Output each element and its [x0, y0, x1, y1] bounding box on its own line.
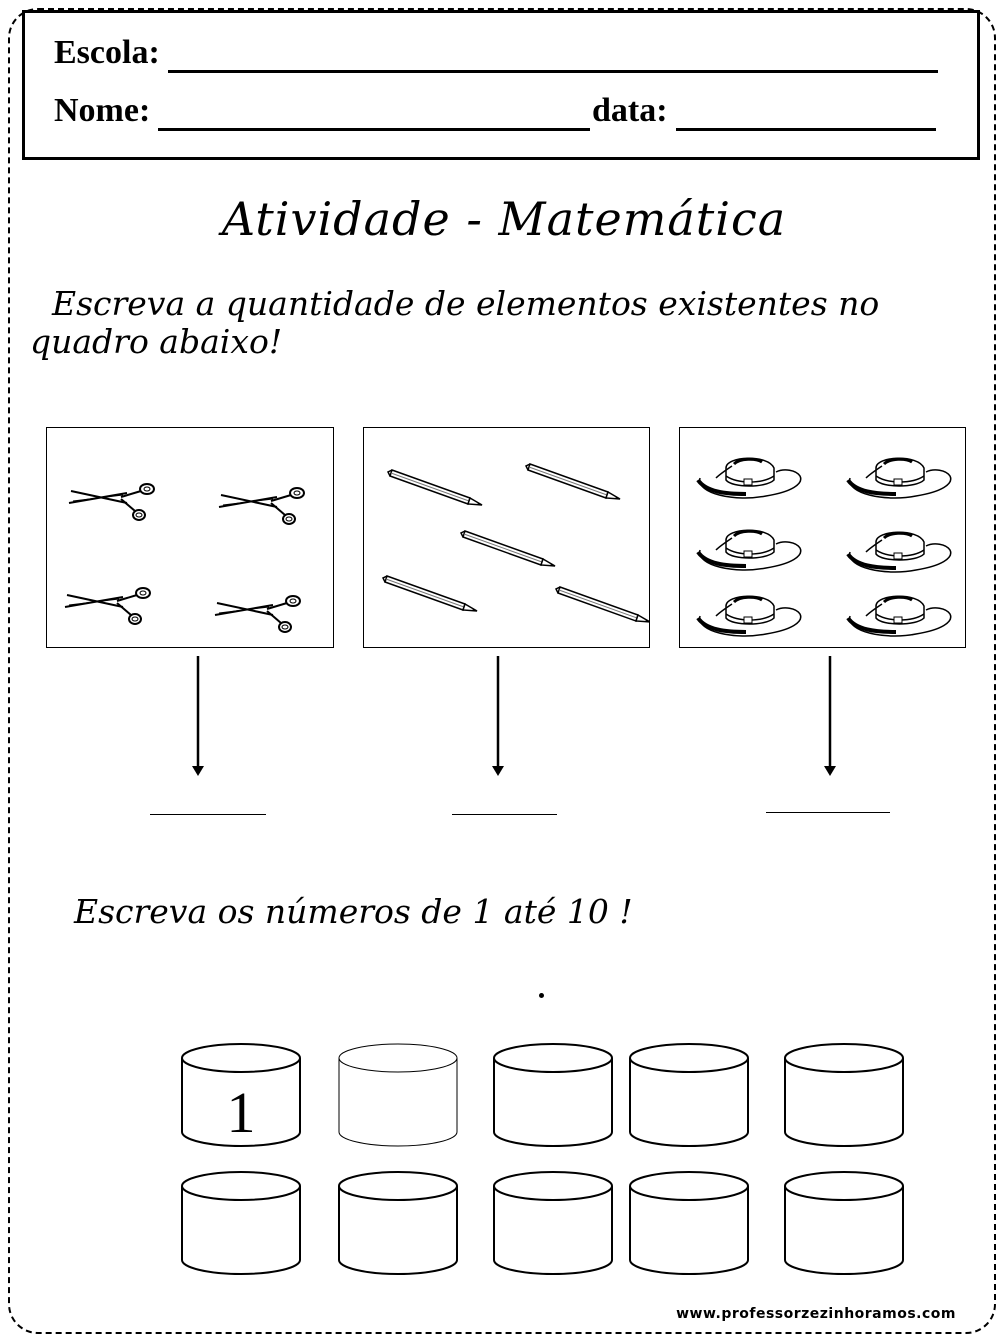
- cylinder-icon: [628, 1042, 750, 1148]
- hats-answer-field[interactable]: [766, 812, 890, 813]
- dot-mark: [539, 993, 544, 998]
- number-cylinder[interactable]: [783, 1170, 905, 1276]
- hats-box: [679, 427, 966, 648]
- scissors-icon: [215, 596, 300, 632]
- header-box: [22, 10, 980, 160]
- number-cylinder[interactable]: [337, 1170, 459, 1276]
- pencils-box: [363, 427, 650, 648]
- pencils-answer-field[interactable]: [452, 814, 557, 815]
- cylinder-icon: [783, 1170, 905, 1276]
- number-cylinder[interactable]: [337, 1042, 459, 1148]
- name-field[interactable]: [158, 128, 590, 131]
- scissors-answer-field[interactable]: [150, 814, 266, 815]
- number-cylinder[interactable]: [180, 1042, 302, 1148]
- pencil-icon: [461, 531, 555, 566]
- scissors-group: [47, 428, 333, 647]
- hat-icon: [698, 458, 801, 498]
- scissors-icon: [69, 484, 154, 520]
- page-title: Atividade - Matemática: [221, 192, 787, 246]
- scissors-box: [46, 427, 334, 648]
- school-label: Escola:: [54, 34, 160, 71]
- pencil-icon: [526, 464, 620, 499]
- hat-icon: [848, 596, 951, 636]
- cylinder-icon: [492, 1170, 614, 1276]
- scissors-icon: [65, 588, 150, 624]
- count-instruction-line2: quadro abaixo!: [30, 322, 283, 361]
- pencil-icon: [388, 470, 482, 505]
- arrow-down-icon: [488, 656, 508, 778]
- pencil-icon: [383, 576, 477, 611]
- school-field[interactable]: [168, 70, 938, 73]
- number-cylinder[interactable]: [492, 1170, 614, 1276]
- cylinder-icon: [628, 1170, 750, 1276]
- date-label: data:: [592, 92, 668, 129]
- arrow-down-icon: [820, 656, 840, 778]
- number-cylinder[interactable]: [628, 1042, 750, 1148]
- cylinder-icon: [180, 1170, 302, 1276]
- hat-icon: [698, 596, 801, 636]
- number-cylinder[interactable]: [180, 1170, 302, 1276]
- hat-icon: [848, 458, 951, 498]
- cylinder-icon: [337, 1170, 459, 1276]
- number-cylinder[interactable]: [628, 1170, 750, 1276]
- scissors-icon: [219, 488, 304, 524]
- count-instruction-line1: Escreva a quantidade de elementos existentes no: [52, 284, 880, 323]
- cylinder-icon: [492, 1042, 614, 1148]
- number-cylinder[interactable]: [783, 1042, 905, 1148]
- arrow-down-icon: [188, 656, 208, 778]
- cylinder-icon: [337, 1042, 459, 1148]
- numbers-instruction: Escreva os números de 1 até 10 !: [74, 892, 633, 931]
- name-label: Nome:: [54, 92, 151, 129]
- pencil-icon: [556, 587, 649, 622]
- pencils-group: [364, 428, 649, 647]
- footer-url: www.professorzezinhoramos.com: [676, 1306, 956, 1322]
- hat-icon: [848, 532, 951, 572]
- cylinder-icon: [783, 1042, 905, 1148]
- cylinder-value: 1: [226, 1080, 256, 1145]
- number-cylinder[interactable]: [492, 1042, 614, 1148]
- hat-icon: [698, 530, 801, 570]
- hats-group: [680, 428, 965, 647]
- date-field[interactable]: [676, 128, 936, 131]
